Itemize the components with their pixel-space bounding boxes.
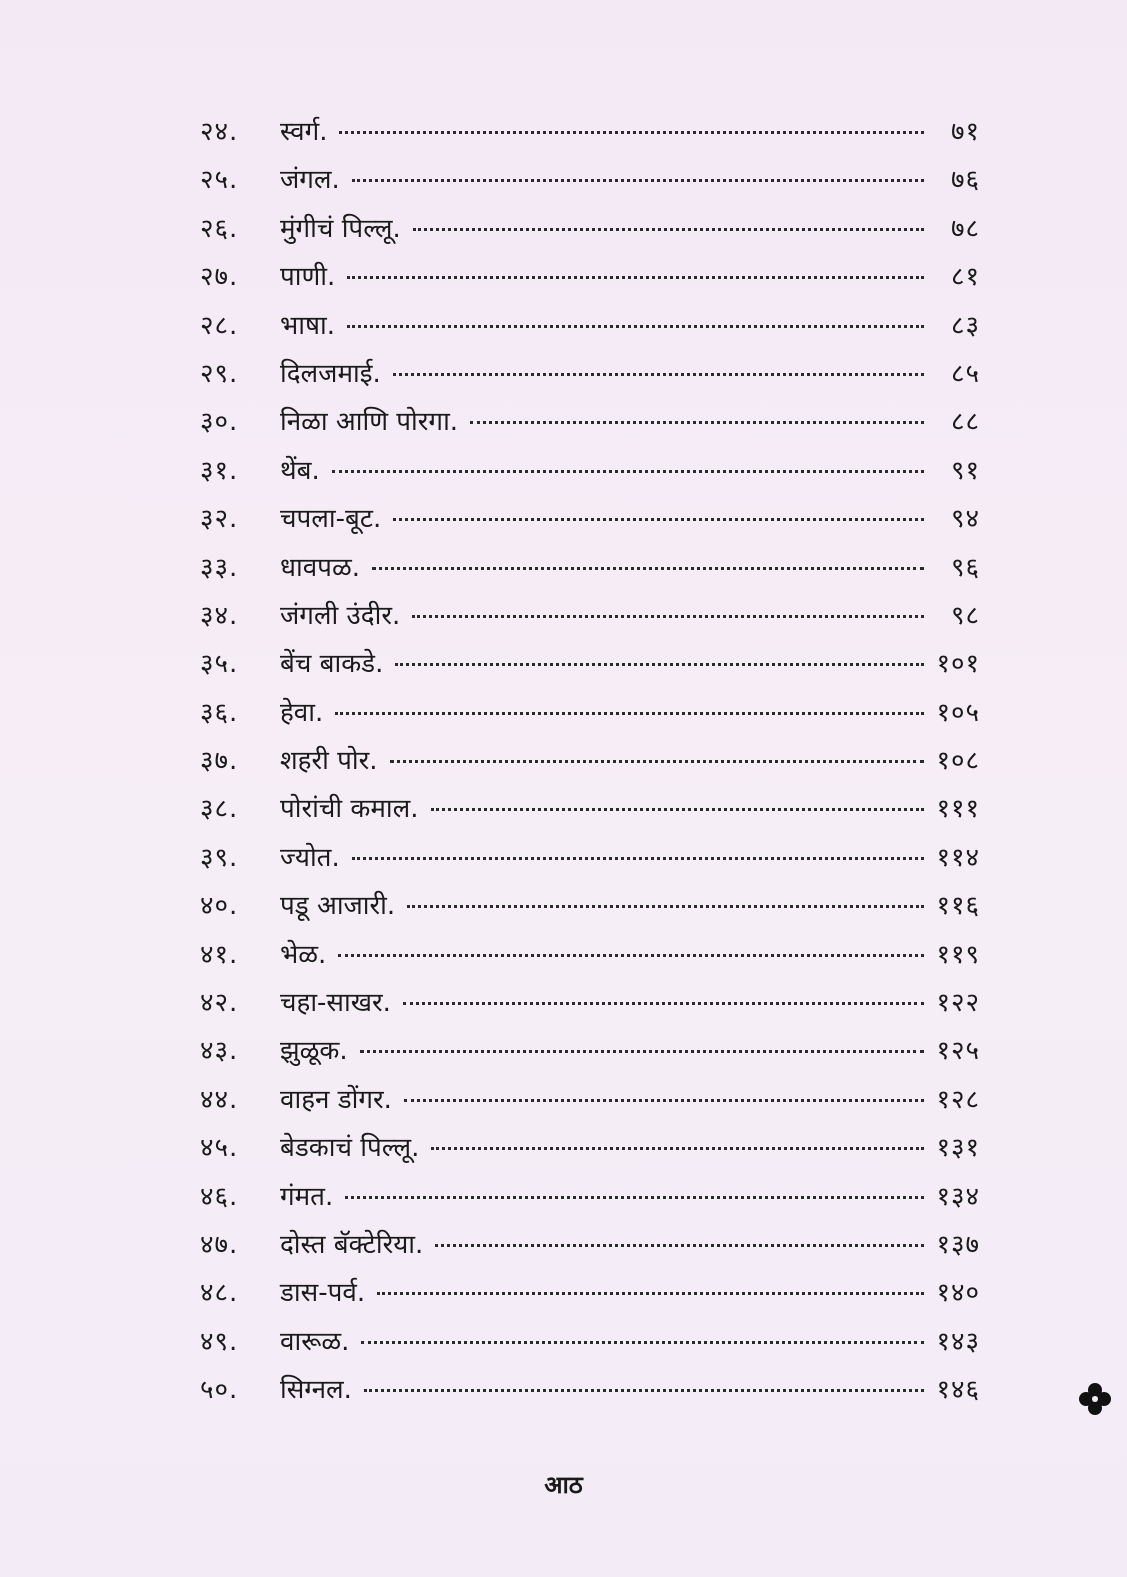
dot-leader <box>347 276 924 279</box>
toc-entry <box>200 209 980 257</box>
toc-entry-title: शहरी पोर. <box>280 746 378 777</box>
toc-entry <box>200 257 980 305</box>
toc-entry-title: चपला-बूट. <box>280 504 382 535</box>
toc-entry-title: चहा-साखर. <box>280 988 391 1019</box>
toc-entry-number: २६. <box>200 213 239 244</box>
dot-leader <box>332 470 924 473</box>
toc-entry <box>200 789 980 837</box>
dot-leader <box>338 954 924 957</box>
toc-entry-number: ३६. <box>200 697 239 728</box>
dot-leader <box>393 373 924 376</box>
dot-leader <box>372 567 924 570</box>
toc-entry-title: दोस्त बॅक्टेरिया. <box>280 1229 424 1260</box>
page-number-footer: आठ <box>544 1471 583 1499</box>
toc-entry-title: बेडकाचं पिल्लू. <box>280 1133 420 1164</box>
toc-entry-title: स्वर्ग. <box>280 117 328 147</box>
toc-entry-page: १३७ <box>936 1229 980 1260</box>
toc-entry <box>200 354 980 402</box>
toc-entry-page: ८८ <box>950 407 980 438</box>
toc-entry-number: २४. <box>200 117 239 147</box>
toc-entry <box>200 1080 980 1128</box>
toc-entry <box>200 983 980 1031</box>
toc-entry-page: ९१ <box>950 455 980 486</box>
toc-entry-title: मुंगीचं पिल्लू. <box>280 213 401 244</box>
toc-entry-number: ३३. <box>200 552 239 583</box>
toc-entry-page: १४० <box>936 1278 980 1309</box>
toc-entry-number: २९. <box>200 358 239 389</box>
toc-entry-number: २८. <box>200 310 239 341</box>
toc-entry-number: ४६. <box>200 1181 239 1212</box>
toc-entry <box>200 499 980 547</box>
toc-entry-number: ३५. <box>200 649 239 680</box>
dot-leader <box>364 1389 924 1392</box>
dot-leader <box>390 760 924 763</box>
toc-entry <box>200 886 980 934</box>
toc-entry-page: १४६ <box>936 1375 980 1406</box>
toc-entry-number: ३८. <box>200 794 239 825</box>
flower-ornament-icon <box>1078 1382 1112 1416</box>
toc-entry-number: ३०. <box>200 407 239 438</box>
toc-entry-number: ४०. <box>200 891 239 922</box>
toc-entry-page: ११४ <box>936 842 980 873</box>
toc-entry-number: ५०. <box>200 1375 239 1406</box>
dot-leader <box>377 1292 924 1295</box>
toc-entry <box>200 838 980 886</box>
toc-entry-title: वारूळ. <box>280 1326 350 1357</box>
toc-entry <box>200 1370 980 1418</box>
toc-entry <box>200 693 980 741</box>
toc-entry-page: १०५ <box>936 697 980 728</box>
toc-entry <box>200 1128 980 1176</box>
toc-entry-page: ८१ <box>950 262 980 293</box>
dot-leader <box>339 131 924 134</box>
table-of-contents <box>200 112 980 1419</box>
toc-entry-page: ११६ <box>936 891 980 922</box>
toc-entry-page: १०१ <box>936 649 980 680</box>
toc-entry <box>200 112 980 160</box>
toc-entry-number: ३७. <box>200 746 239 777</box>
toc-entry-title: बेंच बाकडे. <box>280 649 384 680</box>
toc-entry-page: १३१ <box>936 1133 980 1164</box>
toc-entry-title: झुळूक. <box>280 1036 348 1067</box>
dot-leader <box>361 1341 924 1344</box>
toc-entry-title: पोरांची कमाल. <box>280 794 419 825</box>
toc-entry-title: निळा आणि पोरगा. <box>280 407 459 438</box>
toc-entry-page: १४३ <box>936 1326 980 1357</box>
toc-entry-number: २५. <box>200 165 239 196</box>
toc-entry <box>200 1031 980 1079</box>
toc-entry-number: ३२. <box>200 504 239 535</box>
toc-entry <box>200 451 980 499</box>
toc-entry-page: ९६ <box>950 552 980 583</box>
toc-entry-title: जंगल. <box>280 165 340 196</box>
toc-entry-title: हेवा. <box>280 697 324 728</box>
toc-entry-page: १२८ <box>936 1084 980 1115</box>
dot-leader <box>470 421 924 424</box>
toc-entry-page: १२५ <box>936 1036 980 1067</box>
toc-entry <box>200 548 980 596</box>
toc-entry-page: १३४ <box>936 1181 980 1212</box>
toc-entry <box>200 596 980 644</box>
toc-entry <box>200 306 980 354</box>
toc-entry <box>200 160 980 208</box>
toc-entry-title: ज्योत. <box>280 842 340 873</box>
dot-leader <box>352 857 924 860</box>
toc-entry-title: वाहन डोंगर. <box>280 1084 392 1115</box>
toc-entry-page: ७६ <box>950 165 980 196</box>
toc-entry-number: २७. <box>200 262 239 293</box>
toc-entry-title: गंमत. <box>280 1181 334 1212</box>
dot-leader <box>431 1147 924 1150</box>
dot-leader <box>435 1244 924 1247</box>
dot-leader <box>431 808 924 811</box>
dot-leader <box>404 1099 924 1102</box>
toc-entry-page: ७८ <box>950 213 980 244</box>
toc-entry-page: १२२ <box>936 988 980 1019</box>
dot-leader <box>413 228 924 231</box>
toc-entry-number: ४४. <box>200 1084 239 1115</box>
toc-entry-title: भेळ. <box>280 939 327 970</box>
toc-entry-number: ३४. <box>200 600 239 631</box>
toc-entry-number: ४३. <box>200 1036 239 1067</box>
toc-entry-number: ३१. <box>200 455 239 486</box>
dot-leader <box>352 179 924 182</box>
toc-entry <box>200 1322 980 1370</box>
dot-leader <box>412 615 924 618</box>
toc-entry-title: दिलजमाई. <box>280 358 381 389</box>
toc-entry-title: सिग्नल. <box>280 1375 352 1406</box>
toc-entry-number: ३९. <box>200 842 239 873</box>
toc-entry <box>200 1225 980 1273</box>
toc-entry-page: ८५ <box>950 358 980 389</box>
toc-entry-title: पाणी. <box>280 262 336 293</box>
toc-entry-title: भाषा. <box>280 310 336 341</box>
toc-entry <box>200 1273 980 1321</box>
toc-entry-title: डास-पर्व. <box>280 1278 366 1309</box>
toc-entry-number: ४८. <box>200 1278 239 1309</box>
toc-entry-number: ४५. <box>200 1133 239 1164</box>
toc-entry-page: ७१ <box>950 117 980 147</box>
toc-entry-title: जंगली उंदीर. <box>280 600 401 631</box>
dot-leader <box>403 1002 924 1005</box>
toc-entry-number: ४२. <box>200 988 239 1019</box>
dot-leader <box>407 905 924 908</box>
toc-entry-number: ४९. <box>200 1326 239 1357</box>
toc-entry-number: ४१. <box>200 939 239 970</box>
toc-entry-page: ११९ <box>936 939 980 970</box>
dot-leader <box>395 663 924 666</box>
dot-leader <box>347 325 924 328</box>
toc-entry-page: ९४ <box>950 504 980 535</box>
toc-entry <box>200 644 980 692</box>
toc-entry <box>200 935 980 983</box>
toc-entry-number: ४७. <box>200 1229 239 1260</box>
toc-entry-page: ९८ <box>950 600 980 631</box>
dot-leader <box>335 712 924 715</box>
toc-entry-title: धावपळ. <box>280 552 360 583</box>
dot-leader <box>393 518 924 521</box>
toc-entry-page: १११ <box>936 794 980 825</box>
toc-entry-title: थेंब. <box>280 455 320 486</box>
dot-leader <box>360 1050 924 1053</box>
toc-entry-page: ८३ <box>950 310 980 341</box>
toc-entry <box>200 1177 980 1225</box>
toc-entry-title: पडू आजारी. <box>280 891 396 922</box>
toc-entry-page: १०८ <box>936 746 980 777</box>
toc-entry <box>200 741 980 789</box>
toc-entry <box>200 402 980 450</box>
dot-leader <box>345 1196 924 1199</box>
